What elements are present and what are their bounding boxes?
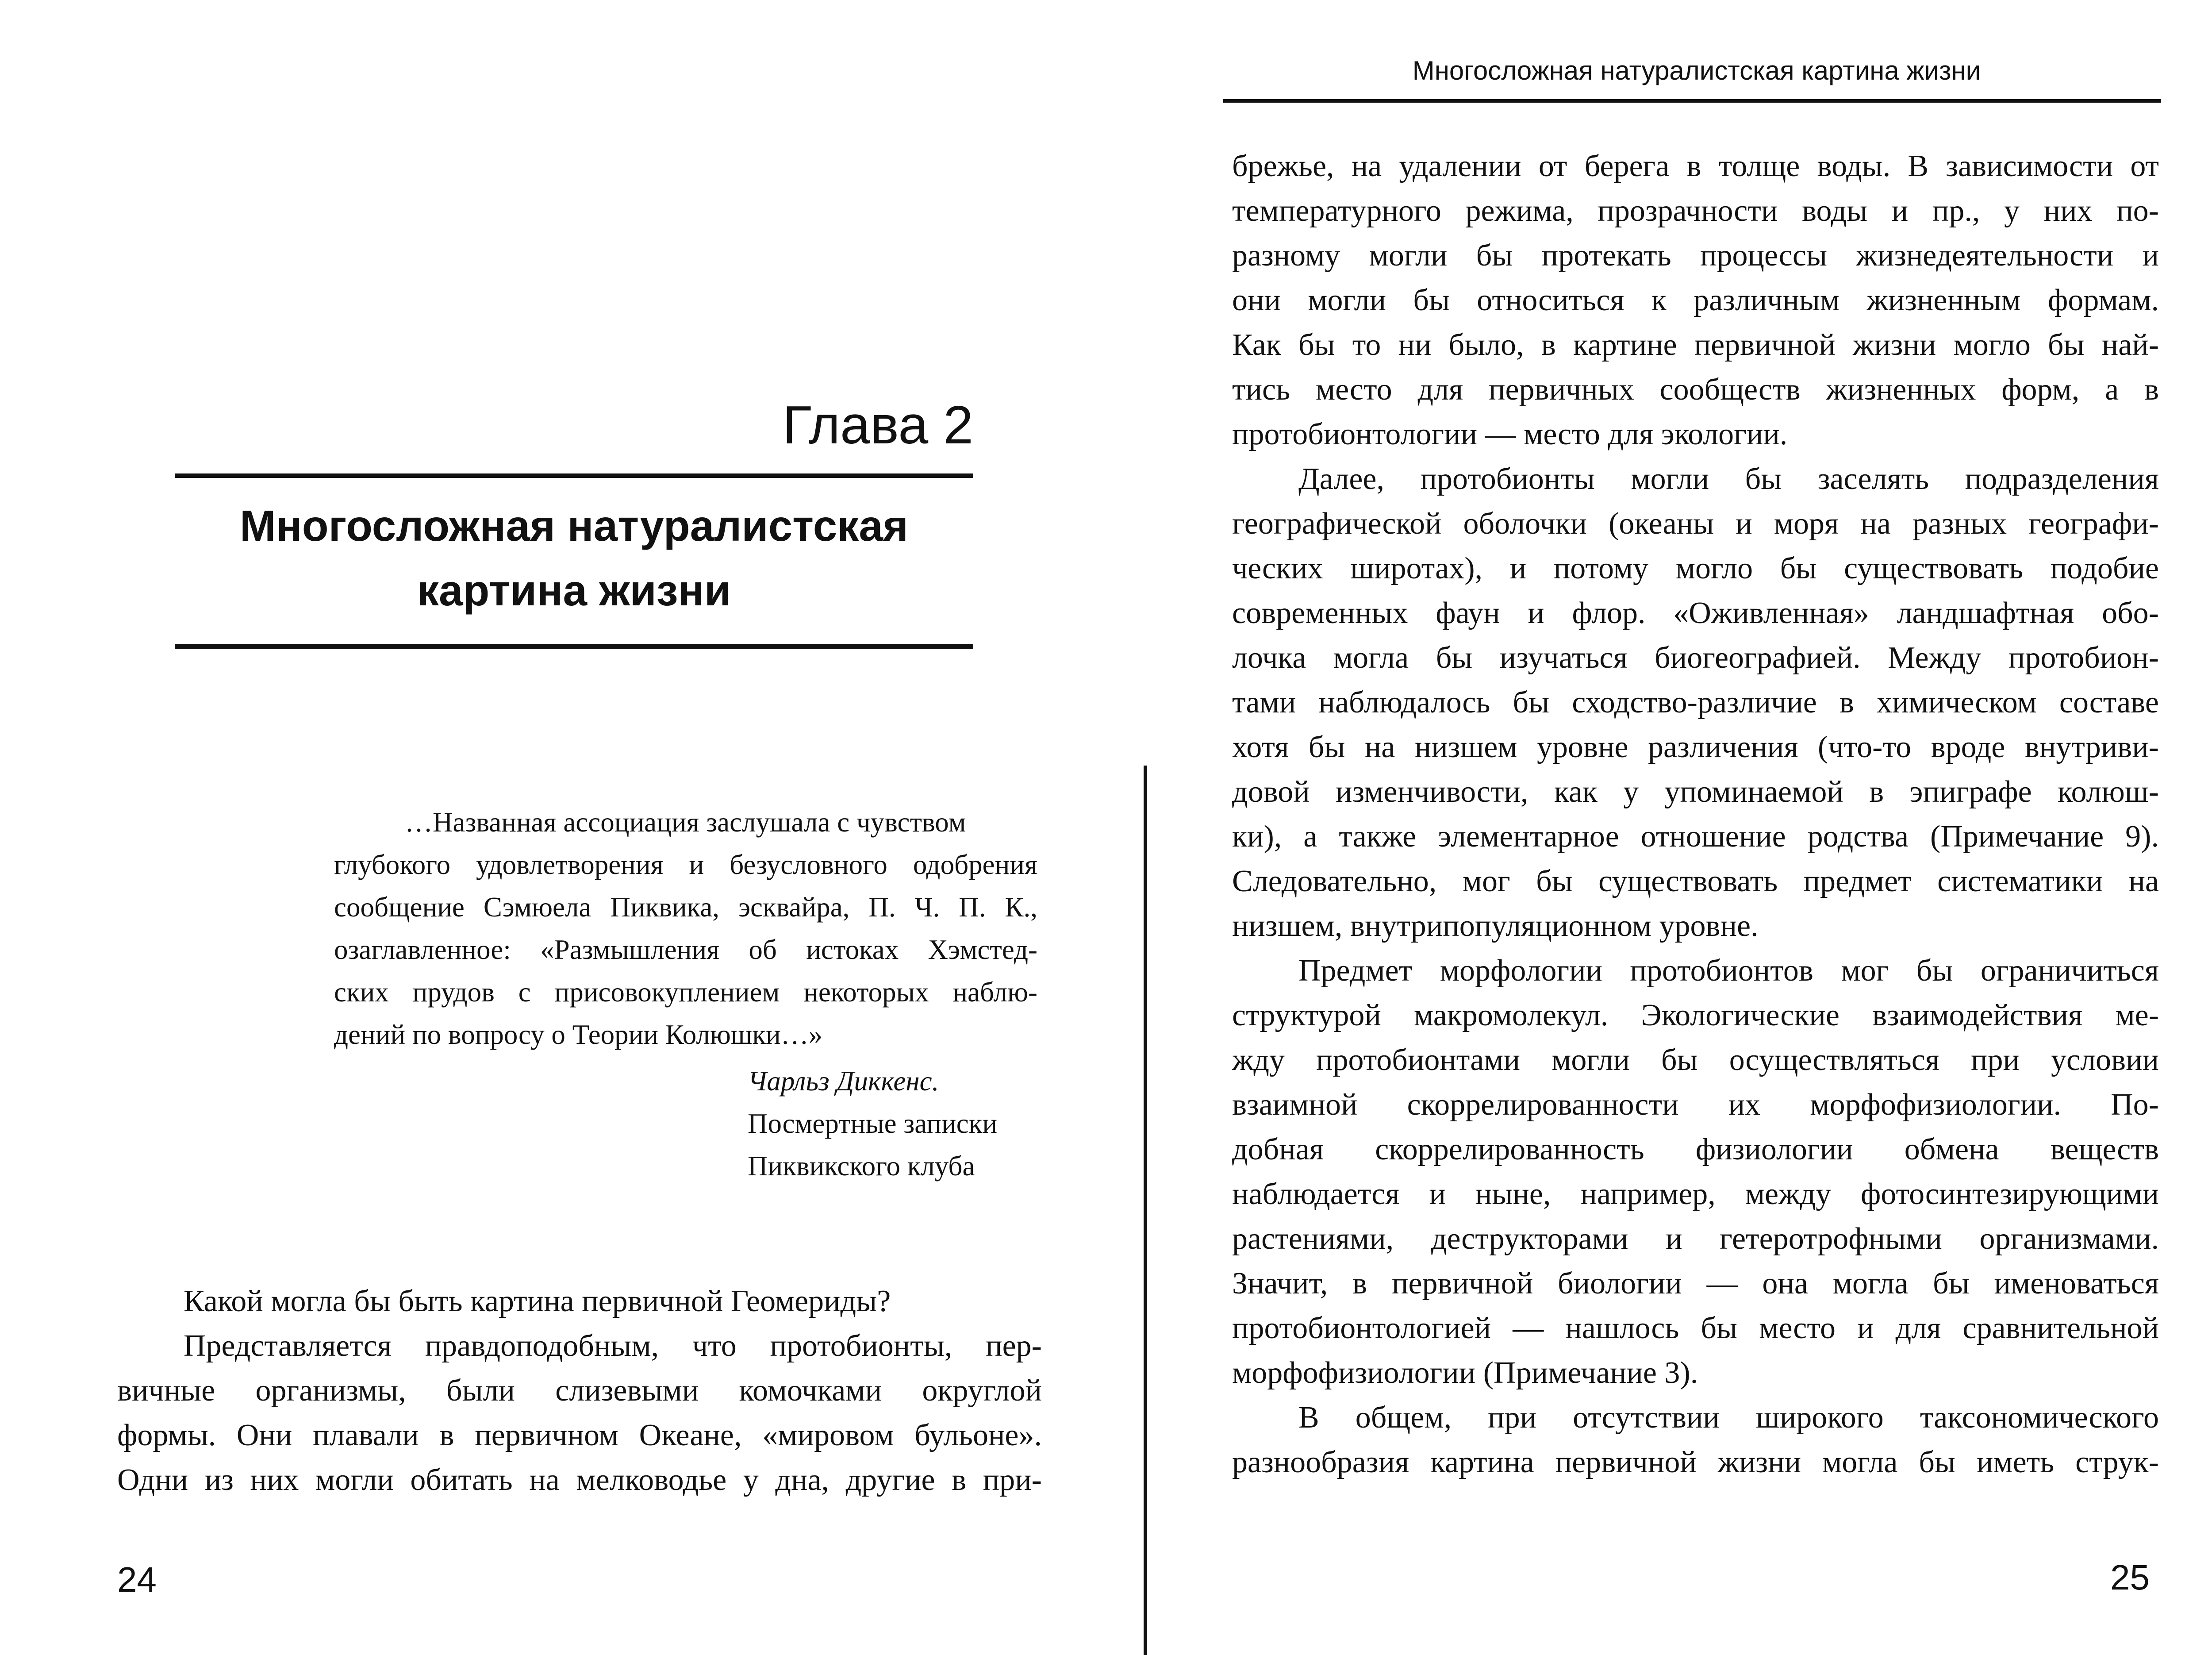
attribution-work-line: Пиквикского клуба — [748, 1151, 975, 1182]
body-line: низшем, внутрипопуляционном уровне. — [1232, 909, 1759, 943]
chapter-number: Глава 2 — [782, 395, 973, 455]
body-line: довой изменчивости, как у упоминаемой в эпиграфе колюш- — [1232, 775, 2159, 809]
body-line: добная скоррелированность физиологии обмена веществ — [1232, 1132, 2159, 1166]
epigraph-attribution — [748, 1060, 1057, 1187]
page-number-left: 24 — [117, 1560, 157, 1599]
body-line: Представляется правдоподобным, что протобионты, пер- — [184, 1329, 1042, 1363]
body-line: брежье, на удалении от берега в толще воды. В зависимости от — [1232, 149, 2159, 183]
body-line: географической оболочки (океаны и моря на разных географи- — [1232, 507, 2159, 541]
body-line: Значит, в первичной биологии — она могла бы именоваться — [1232, 1266, 2159, 1301]
epigraph-line: сообщение Сэмюела Пиквика, эсквайра, П. Ч. П. К., — [334, 892, 1037, 923]
body-line: тись место для первичных сообществ жизненных форм, а в — [1232, 373, 2159, 407]
gutter-line — [1144, 766, 1147, 1655]
body-line: Далее, протобионты могли бы заселять подразделения — [1298, 462, 2159, 496]
body-line: растениями, деструкторами и гетеротрофными организмами. — [1232, 1222, 2159, 1256]
chapter-title-line: Многосложная натуралистская — [239, 501, 909, 550]
right-body-text — [1232, 144, 2159, 1485]
body-line: жду протобионтами могли бы осуществляться при условии — [1232, 1043, 2159, 1077]
body-line: Предмет морфологии протобионтов мог бы ограничиться — [1298, 954, 2159, 988]
epigraph-line: глубокого удовлетворения и безусловного одобрения — [334, 849, 1037, 880]
body-line: В общем, при отсутствии широкого таксономического — [1298, 1401, 2159, 1435]
chapter-title — [175, 493, 973, 623]
body-line: взаимной скоррелированности их морфофизиологии. По- — [1232, 1088, 2159, 1122]
body-line: хотя бы на низшем уровне различения (что-то вроде внутриви- — [1232, 730, 2159, 764]
chapter-title-bottom-rule — [175, 644, 973, 649]
chapter-title-line: картина жизни — [417, 566, 731, 615]
body-line: Какой могла бы быть картина первичной Геомериды? — [184, 1284, 891, 1318]
page-number-right: 25 — [2110, 1558, 2150, 1597]
body-line: структурой макромолекул. Экологические взаимодействия ме- — [1232, 998, 2159, 1032]
epigraph-line: …Названная ассоциация заслушала с чувством — [405, 807, 966, 838]
body-line: формы. Они плавали в первичном Океане, «мировом бульоне». — [117, 1418, 1042, 1452]
body-line: наблюдается и ныне, например, между фотосинтезирующими — [1232, 1177, 2159, 1211]
body-line: разнообразия картина первичной жизни могла бы иметь струк- — [1232, 1445, 2159, 1479]
running-header: Многосложная натуралистская картина жизни — [1412, 56, 1981, 85]
body-line: тами наблюдалось бы сходство-различие в химическом составе — [1232, 685, 2159, 720]
epigraph-line: ских прудов с присовокуплением некоторых наблю- — [334, 977, 1037, 1008]
body-line: Следовательно, мог бы существовать предмет систематики на — [1232, 864, 2159, 898]
attribution-author: Чарльз Диккенс. — [748, 1066, 939, 1097]
running-header-rule — [1223, 99, 2161, 103]
body-line: вичные организмы, были слизевыми комочками округлой — [117, 1374, 1042, 1408]
body-line: температурного режима, прозрачности воды и пр., у них по- — [1232, 194, 2159, 228]
body-line: протобионтологией — нашлось бы место и для сравнительной — [1232, 1311, 2159, 1345]
attribution-work-line: Посмертные записки — [748, 1108, 998, 1139]
chapter-title-top-rule — [175, 473, 973, 478]
epigraph — [334, 801, 1037, 1056]
body-line: Как бы то ни было, в картине первичной жизни могло бы най- — [1232, 328, 2159, 362]
body-line: Одни из них могли обитать на мелководье у дна, другие в при- — [117, 1463, 1042, 1497]
body-line: лочка могла бы изучаться биогеографией. Между протобион- — [1232, 641, 2159, 675]
body-line: разному могли бы протекать процессы жизнедеятельности и — [1232, 239, 2159, 273]
body-line: современных фаун и флор. «Оживленная» ландшафтная обо- — [1232, 596, 2159, 630]
epigraph-line: дений по вопросу о Теории Колюшки…» — [334, 1019, 823, 1050]
body-line: ческих широтах), и потому могло бы существовать подобие — [1232, 551, 2159, 585]
body-line: протобионтологии — место для экологии. — [1232, 417, 1788, 451]
body-line: морфофизиологии (Примечание 3). — [1232, 1356, 1698, 1390]
body-line: они могли бы относиться к различным жизненным формам. — [1232, 283, 2159, 317]
epigraph-line: озаглавленное: «Размышления об истоках Хэмстед- — [334, 934, 1037, 965]
left-body-text — [117, 1279, 1042, 1502]
body-line: ки), а также элементарное отношение родства (Примечание 9). — [1232, 820, 2159, 854]
